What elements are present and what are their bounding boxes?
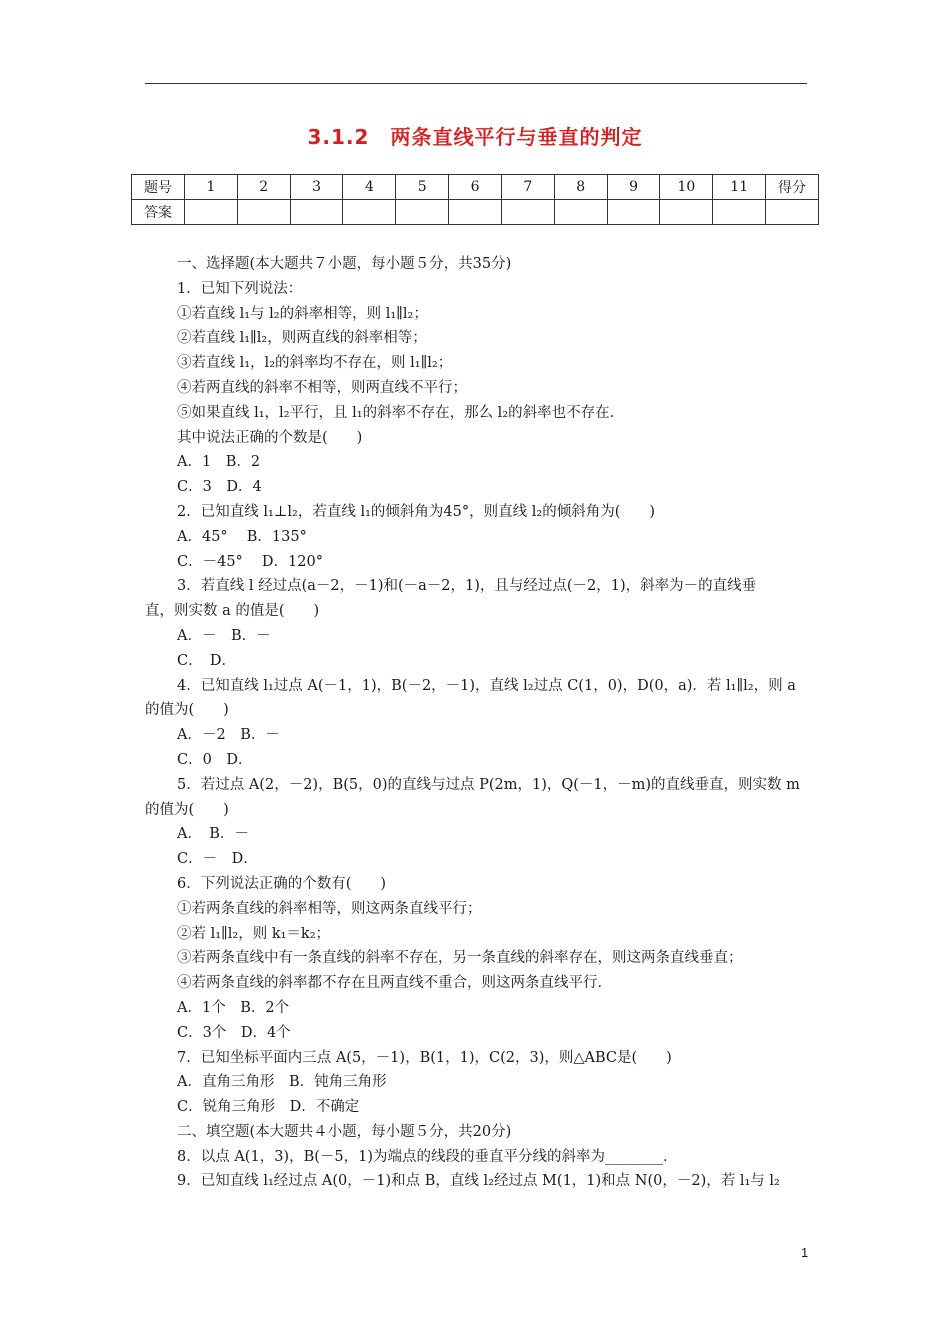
text-line: ①若直线 l₁与 l₂的斜率相等，则 l₁∥l₂； (177, 305, 428, 322)
text-line: 直，则实数 a 的值是( ) (145, 603, 320, 620)
table-cell: 1 (185, 175, 238, 200)
text-line: A． B．－ (177, 826, 249, 843)
page-number: 1 (801, 1245, 809, 1260)
text-line: A．1个 B．2个 (177, 999, 290, 1016)
answer-cell[interactable] (449, 200, 502, 225)
page-title: 3.1.2 两条直线平行与垂直的判定 (307, 125, 643, 149)
text-line: C．3 D．4 (177, 479, 262, 496)
text-line: ③若直线 l₁，l₂的斜率均不存在，则 l₁∥l₂； (177, 355, 453, 372)
answer-cell[interactable] (290, 200, 343, 225)
text-line: 一、选择题(本大题共７小题，每小题５分，共35分) (177, 256, 512, 272)
text-line: 5．若过点 A(2，－2)，B(5，0)的直线与过点 P(2m，1)，Q(－1，－m)的直线垂直，则实数 m (177, 776, 800, 793)
text-line: 3．若直线 l 经过点(a－2，－1)和(－a－2，1)，且与经过点(－2，1)，斜率为－的直线垂 (177, 578, 757, 595)
answer-cell[interactable] (607, 200, 660, 225)
answer-cell[interactable] (237, 200, 290, 225)
text-line: C．－45° D．120° (177, 553, 323, 570)
table-cell: 9 (607, 175, 660, 200)
table-cell: 11 (713, 175, 766, 200)
text-line: ③若两条直线中有一条直线的斜率不存在，另一条直线的斜率存在，则这两条直线垂直； (177, 950, 743, 967)
text-line: ②若 l₁∥l₂，则 k₁＝k₂； (177, 925, 331, 942)
text-line: ④若两直线的斜率不相等，则两直线不平行； (177, 379, 467, 396)
table-cell: 10 (660, 175, 713, 200)
text-line: 的值为( ) (145, 801, 229, 818)
text-line: 1．已知下列说法： (177, 280, 303, 297)
answer-cell[interactable] (660, 200, 713, 225)
text-line: A．－2 B．－ (177, 727, 280, 744)
text-line: ①若两条直线的斜率相等，则这两条直线平行； (177, 900, 482, 917)
text-line: C．－ D． (177, 851, 258, 868)
table-cell: 题号 (132, 175, 185, 200)
text-line: ②若直线 l₁∥l₂，则两直线的斜率相等； (177, 330, 427, 347)
table-cell: 7 (501, 175, 554, 200)
text-line: 6．下列说法正确的个数有( ) (177, 875, 387, 892)
text-line: A．45° B．135° (177, 528, 307, 545)
text-line: C．3个 D．4个 (177, 1024, 291, 1041)
header-rule (145, 83, 807, 84)
text-line: C．锐角三角形 D．不确定 (177, 1099, 360, 1116)
text-line: 二、填空题(本大题共４小题，每小题５分，共20分) (177, 1123, 512, 1140)
answer-cell[interactable] (554, 200, 607, 225)
answer-cell[interactable] (185, 200, 238, 225)
text-line: C．0 D． (177, 751, 253, 768)
text-line: C． D． (177, 652, 236, 669)
answer-table-answer-row (132, 200, 819, 225)
answer-cell[interactable] (343, 200, 396, 225)
table-cell: 2 (237, 175, 290, 200)
text-line: 7．已知坐标平面内三点 A(5，－1)，B(1，1)，C(2，3)，则△ABC是( ) (177, 1049, 672, 1066)
text-line: 2．已知直线 l₁⊥l₂，若直线 l₁的倾斜角为45°，则直线 l₂的倾斜角为( ) (177, 503, 656, 520)
table-cell: 8 (554, 175, 607, 200)
text-line: ⑤如果直线 l₁，l₂平行，且 l₁的斜率不存在，那么 l₂的斜率也不存在． (177, 404, 625, 421)
table-cell: 5 (396, 175, 449, 200)
text-line: A．1 B．2 (177, 454, 261, 471)
table-cell: 3 (290, 175, 343, 200)
answer-cell[interactable] (396, 200, 449, 225)
table-cell: 6 (449, 175, 502, 200)
text-line: A．直角三角形 B．钝角三角形 (177, 1074, 387, 1091)
answer-cell[interactable] (713, 200, 766, 225)
score-cell[interactable] (766, 200, 819, 225)
table-cell: 答案 (132, 200, 185, 225)
answer-table (131, 174, 819, 225)
text-line: 8．以点 A(1，3)，B(－5，1)为端点的线段的垂直平分线的斜率为________． (177, 1148, 678, 1165)
text-line: 其中说法正确的个数是( ) (177, 429, 363, 446)
text-line: 9．已知直线 l₁经过点 A(0，－1)和点 B，直线 l₂经过点 M(1，1)和点 N(0，－2)，若 l₁与 l₂ (177, 1173, 780, 1190)
text-line: ④若两条直线的斜率都不存在且两直线不重合，则这两条直线平行． (177, 975, 612, 992)
text-line: 的值为( ) (145, 702, 229, 719)
text-line: A．－ B．－ (177, 627, 271, 644)
answer-table-header-row (132, 175, 819, 200)
table-cell: 得分 (766, 175, 819, 200)
text-line: 4．已知直线 l₁过点 A(－1，1)，B(－2，－1)，直线 l₂过点 C(1，0)，D(0，a)．若 l₁∥l₂，则 a (177, 677, 796, 694)
question-body (145, 252, 815, 1194)
answer-cell[interactable] (501, 200, 554, 225)
table-cell: 4 (343, 175, 396, 200)
